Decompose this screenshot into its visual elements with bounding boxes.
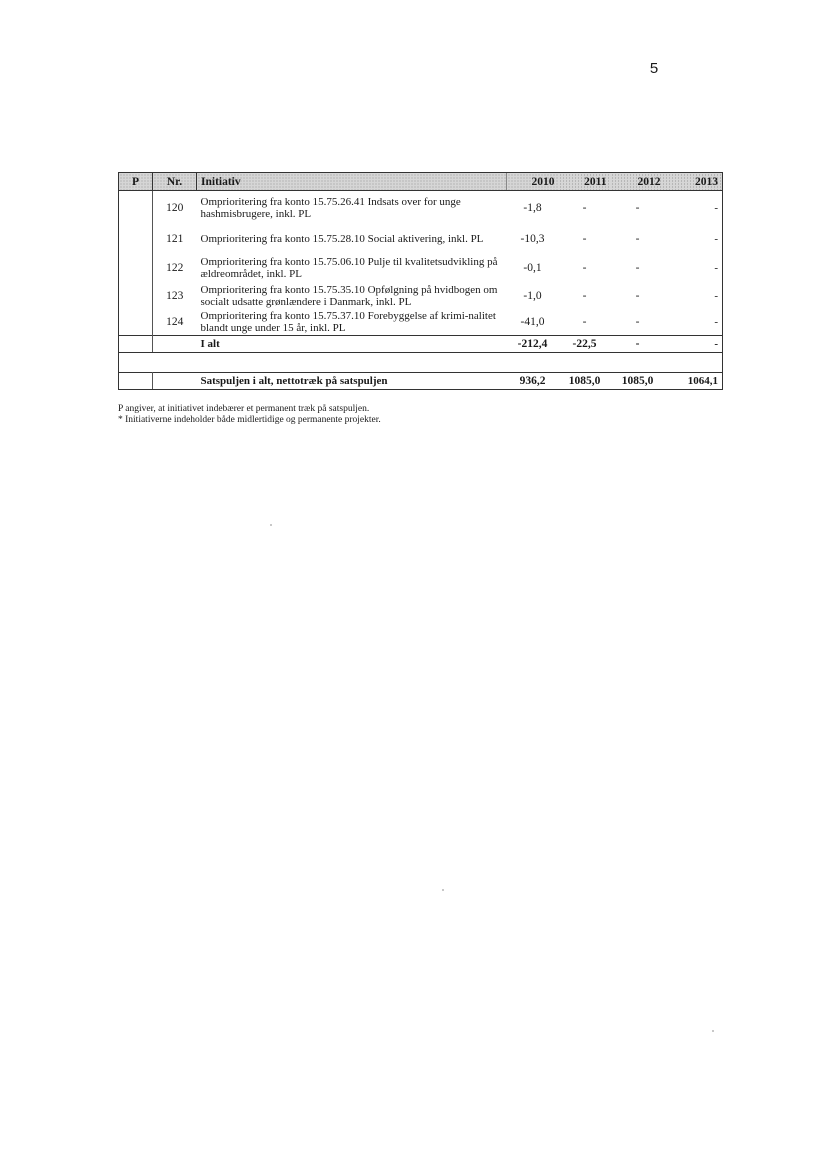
budget-table: [118, 172, 723, 390]
grand-total-label: Satspuljen i alt, nettotræk på satspuljen: [197, 373, 507, 390]
row-2010-cell: -1,0: [523, 290, 542, 302]
row-initiative-cell: Omprioritering fra konto 15.75.37.10 Forebyggelse af krimi-nalitet blandt unge under 15 år, inkl. PL: [200, 310, 496, 334]
scan-speck: [442, 889, 444, 891]
table-row: [119, 309, 723, 336]
grand-total-2010: 936,2: [507, 373, 559, 390]
row-nr-cell: 122: [166, 262, 184, 274]
header-initiative: Initiativ: [197, 173, 507, 191]
row-2011-cell: -: [582, 233, 587, 245]
row-nr-cell: 121: [166, 233, 184, 245]
spacer-cell: [119, 353, 723, 373]
total-p-cell: [119, 336, 153, 353]
header-p: P: [119, 173, 153, 191]
row-initiative-cell: Omprioritering fra konto 15.75.06.10 Pulje til kvalitetsudvikling på ældreområdet, inkl. PL: [200, 256, 498, 280]
header-2012: 2012: [611, 173, 665, 191]
footnotes: [118, 404, 538, 426]
header-2010: 2010: [507, 173, 559, 191]
row-2011-cell: -: [582, 262, 587, 274]
footnote-mixed-projects: * Initiativerne indeholder både midlertidige og permanente projekter.: [118, 415, 381, 425]
row-2013-cell: -: [665, 225, 723, 253]
table-row: [119, 191, 723, 226]
row-2012-cell: -: [635, 316, 640, 328]
row-p-cell: [119, 191, 153, 226]
row-2013-cell: -: [665, 191, 723, 226]
row-p-cell: [119, 283, 153, 309]
row-p-cell: [119, 253, 153, 283]
row-initiative-cell: Omprioritering fra konto 15.75.35.10 Opfølgning på hvidbogen om socialt udsatte grønlændere i Danmark, inkl. PL: [200, 284, 498, 308]
spacer-row: [119, 353, 723, 373]
scan-speck: [712, 1030, 714, 1032]
total-2012: -: [611, 336, 665, 353]
row-nr-cell: 123: [166, 290, 184, 302]
total-nr-cell: [153, 336, 197, 353]
row-2010-cell: -41,0: [520, 316, 545, 328]
row-2011-cell: -: [582, 290, 587, 302]
row-nr-cell: 124: [166, 316, 184, 328]
table-header-row: [119, 173, 723, 191]
grand-total-2012: 1085,0: [611, 373, 665, 390]
scan-speck: [270, 524, 272, 526]
grand-total-2011: 1085,0: [559, 373, 611, 390]
total-2011: -22,5: [559, 336, 611, 353]
table-row: [119, 253, 723, 283]
row-2013-cell: -: [665, 283, 723, 309]
row-initiative-cell: Omprioritering fra konto 15.75.28.10 Social aktivering, inkl. PL: [200, 233, 484, 245]
footnote-p-definition: P angiver, at initiativet indebærer et permanent træk på satspuljen.: [118, 404, 370, 414]
row-2010-cell: -1,8: [523, 202, 542, 214]
row-2010-cell: -0,1: [523, 262, 542, 274]
total-label: I alt: [197, 336, 507, 353]
total-2010: -212,4: [507, 336, 559, 353]
header-nr: Nr.: [153, 173, 197, 191]
budget-table-container: [118, 172, 722, 390]
row-2012-cell: -: [635, 262, 640, 274]
row-2010-cell: -10,3: [520, 233, 545, 245]
row-2011-cell: -: [582, 316, 587, 328]
page-number: 5: [649, 60, 659, 77]
row-2013-cell: -: [665, 253, 723, 283]
grand-total-row: [119, 373, 723, 390]
row-nr-cell: 120: [166, 202, 184, 214]
grand-total-nr-cell: [153, 373, 197, 390]
row-p-cell: [119, 225, 153, 253]
grand-total-2013: 1064,1: [665, 373, 723, 390]
table-row: [119, 225, 723, 253]
grand-total-p-cell: [119, 373, 153, 390]
row-p-cell: [119, 309, 153, 336]
row-2012-cell: -: [635, 233, 640, 245]
row-2013-cell: -: [665, 309, 723, 336]
row-2011-cell: -: [582, 202, 587, 214]
row-2012-cell: -: [635, 202, 640, 214]
row-2012-cell: -: [635, 290, 640, 302]
row-initiative-cell: Omprioritering fra konto 15.75.26.41 Indsats over for unge hashmisbrugere, inkl. PL: [200, 196, 461, 220]
table-row: [119, 283, 723, 309]
header-2011: 2011: [559, 173, 611, 191]
total-row: [119, 336, 723, 353]
total-2013: -: [665, 336, 723, 353]
header-2013: 2013: [665, 173, 723, 191]
